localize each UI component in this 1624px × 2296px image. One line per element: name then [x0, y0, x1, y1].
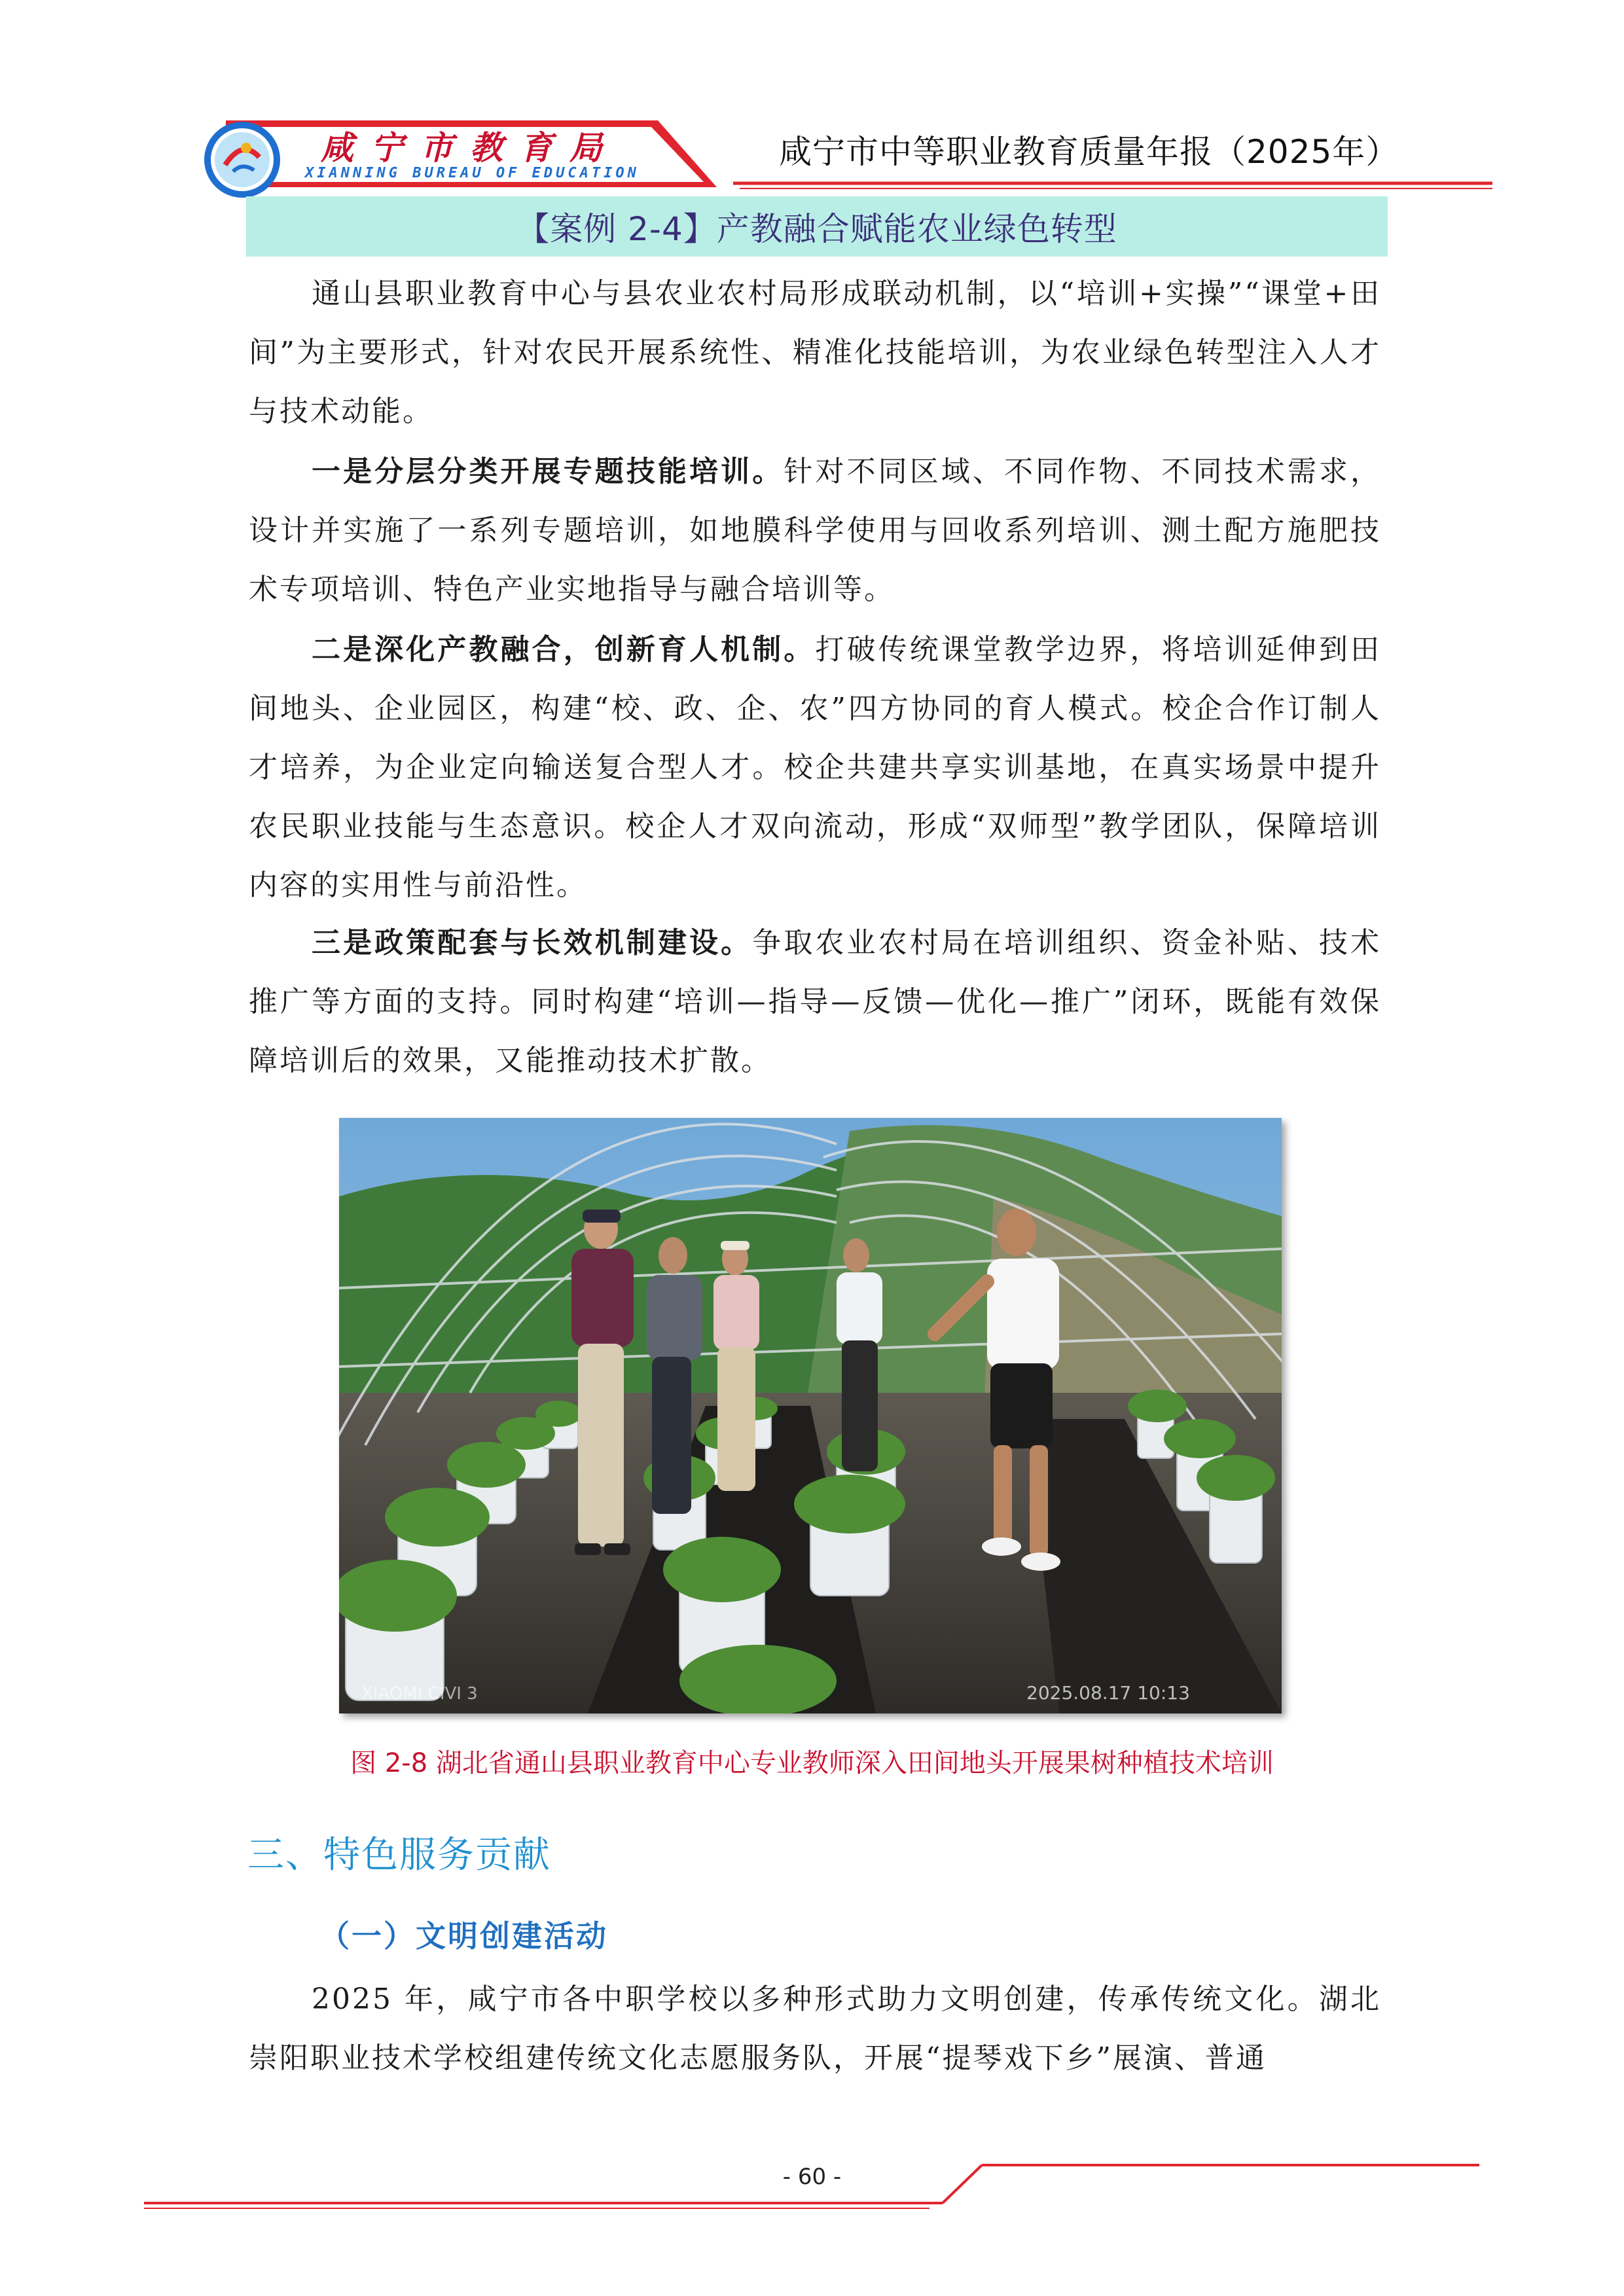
- bureau-logo-icon: [202, 119, 283, 200]
- page-number: - 60 -: [782, 2164, 842, 2190]
- paragraph-2-body: 打破传统课堂教学边界，将培训延伸到田间地头、企业园区，构建“校、政、企、农”四方协同的育人模式。校企合作订制人才培养，为企业定向输送复合型人才。校企共建共享实训基地，在真实场景中提升农民职业技能与生态意识。校企人才双向流动，形成“双师型”教学团队，保障培训内容的实用性与前沿性。: [249, 633, 1381, 902]
- timestamp-watermark: 2025.08.17 10:13: [1026, 1682, 1190, 1704]
- section-subheading: （一）文明创建活动: [319, 1918, 608, 1954]
- figure-caption: 图 2-8 湖北省通山县职业教育中心专业教师深入田间地头开展果树种植技术培训: [350, 1748, 1274, 1778]
- camera-watermark: XIAOMI CIVI 3: [361, 1684, 478, 1704]
- paragraph-1: [249, 442, 1381, 619]
- greenhouse-photo: [339, 1118, 1282, 1713]
- paragraph-3-lead: 三是政策配套与长效机制建设。: [312, 926, 753, 960]
- org-name-en: XIANNING BUREAU OF EDUCATION: [305, 165, 640, 181]
- case-title: 【案例 2-4】产教融合赋能农业绿色转型: [516, 210, 1117, 248]
- paragraph-2-lead: 二是深化产教融合，创新育人机制。: [312, 633, 816, 666]
- paragraph-1-lead: 一是分层分类开展专题技能培训。: [312, 455, 784, 488]
- section-heading: 三、特色服务贡献: [247, 1834, 551, 1876]
- org-name: 咸宁市教育局: [321, 128, 619, 167]
- report-title: 咸宁市中等职业教育质量年报（2025年）: [779, 133, 1399, 171]
- section-paragraph: 2025 年，咸宁市各中职学校以多种形式助力文明创建，传承传统文化。湖北崇阳职业技术学校组建传统文化志愿服务队，开展“提琴戏下乡”展演、普通: [249, 1982, 1381, 2075]
- paragraph-3-body: 争取农业农村局在培训组织、资金补贴、技术推广等方面的支持。同时构建“培训—指导—反馈—优化—推广”闭环，既能有效保障培训后的效果，又能推动技术扩散。: [249, 926, 1382, 1077]
- intro-paragraph: 通山县职业教育中心与县农业农村局形成联动机制，以“培训+实操”“课堂+田间”为主要形式，针对农民开展系统性、精准化技能培训，为农业绿色转型注入人才与技术动能。: [249, 277, 1381, 428]
- paragraph-1-body: 针对不同区域、不同作物、不同技术需求，设计并实施了一系列专题培训，如地膜科学使用与回收系列培训、测土配方施肥技术专项培训、特色产业实地指导与融合培训等。: [249, 455, 1382, 606]
- paragraph-3: [249, 914, 1381, 1090]
- paragraph-2: [249, 620, 1381, 915]
- case-title-bar: [246, 196, 1388, 257]
